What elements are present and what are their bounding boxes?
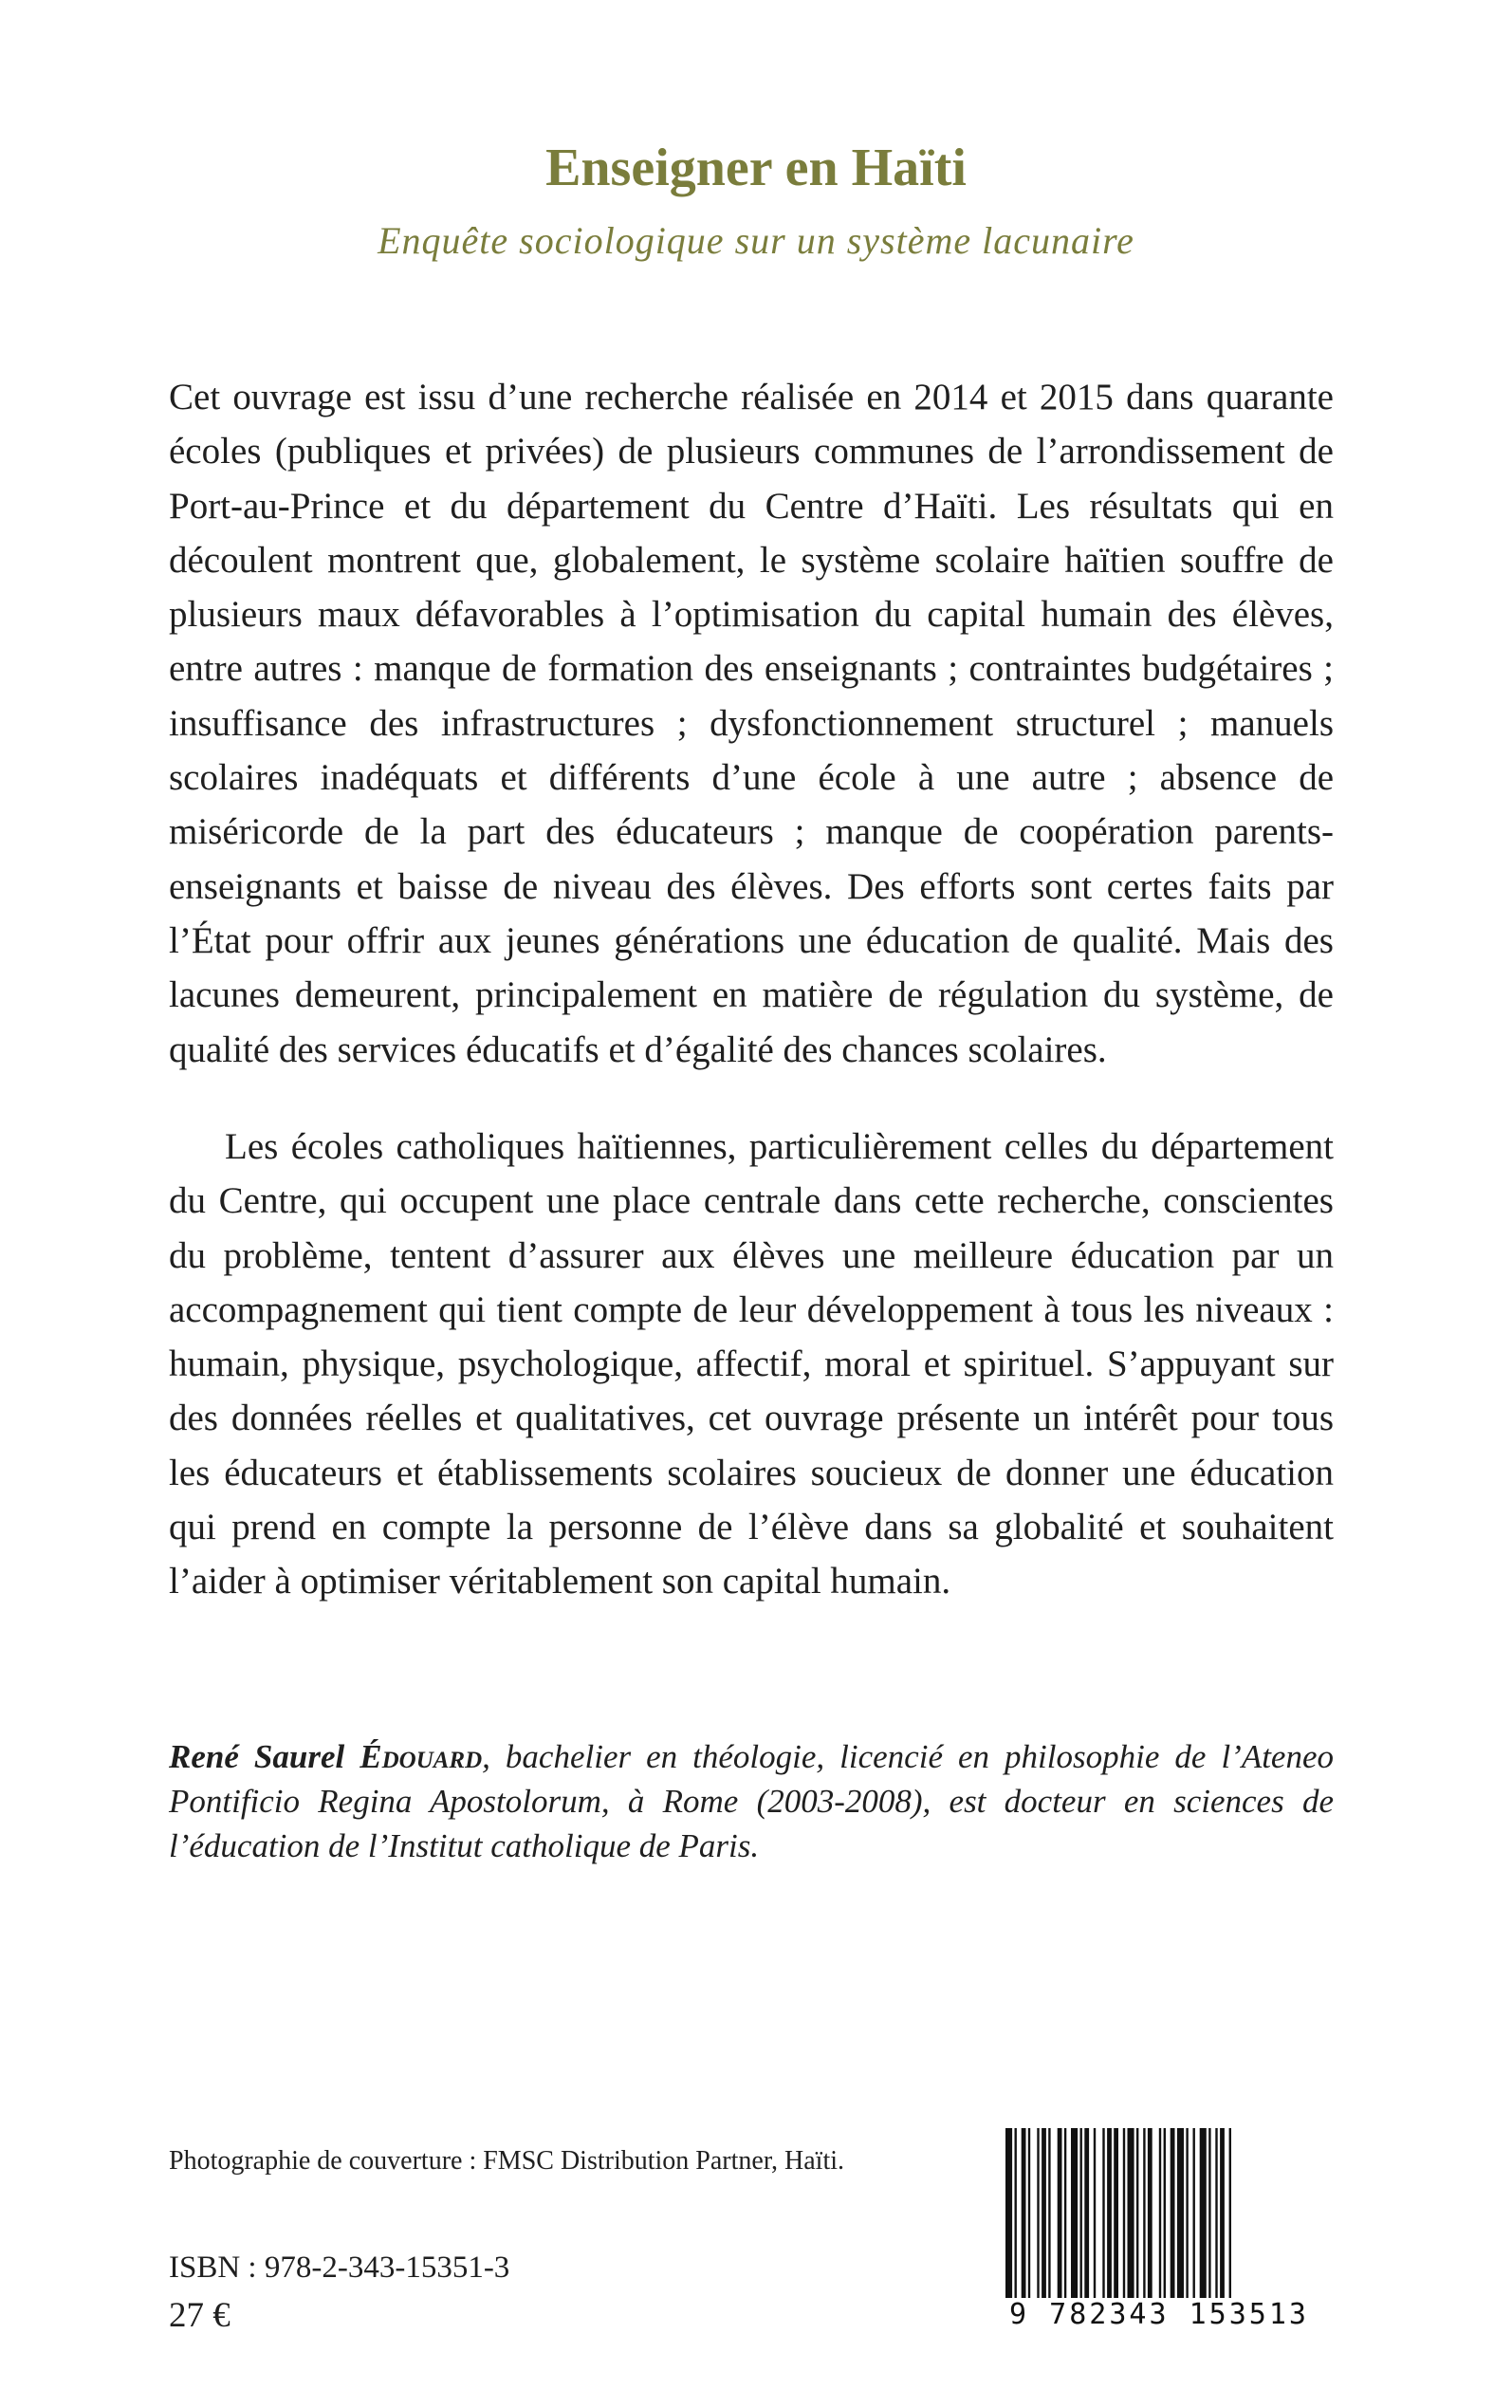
barcode-bar bbox=[1114, 2128, 1118, 2299]
barcode-bar bbox=[1028, 2128, 1030, 2299]
barcode-bar bbox=[1164, 2128, 1166, 2299]
barcode-bar bbox=[1177, 2128, 1184, 2299]
barcode-bar bbox=[1005, 2128, 1012, 2299]
author-first-names: René Saurel bbox=[169, 1738, 360, 1775]
book-subtitle: Enquête sociologique sur un système lacunaire bbox=[378, 219, 1134, 262]
photo-credit: Photographie de couverture : FMSC Distribution Partner, Haïti. bbox=[169, 2146, 845, 2176]
barcode-bar bbox=[1107, 2128, 1112, 2299]
author-surname: Édouard bbox=[360, 1738, 483, 1775]
barcode-bar bbox=[1128, 2128, 1134, 2299]
barcode-bar bbox=[1071, 2128, 1078, 2299]
summary-paragraph-2: Les écoles catholiques haïtiennes, particulièrement celles du département du Centre, qui occupent une place centrale dans cette recherche, conscientes du problème, tentent d’assurer aux élèves une meilleure éducation par un accompagnement qui tient compte de leur développement à tous les niveaux : humain, physique, psychologique, affectif, moral et spirituel. S’appuyant sur des données réelles et qualitatives, cet ouvrage présente un intérêt pour tous les éducateurs et établissements scolaires soucieux de donner une éducation qui prend en compte la personne de l’élève dans sa globalité et souhaitent l’aider à optimiser véritablement son capital humain. bbox=[169, 1126, 1334, 1602]
barcode-bar bbox=[1042, 2128, 1046, 2299]
summary-paragraph-1: Cet ouvrage est issu d’une recherche réalisée en 2014 et 2015 dans quarante écoles (publiques et privées) de plusieurs communes de l’arrondissement de Port-au-Prince et du département du Centre d’Haïti. Les résultats qui en découlent montrent que, globalement, le système scolaire haïtien souffre de plusieurs maux défavorables à l’optimisation du capital humain des élèves, entre autres : manque de formation des enseignants ; contraintes budgétaires ; insuffisance des infrastructures ; dysfonctionnement structurel ; manuels scolaires inadéquats et différents d’une école à une autre ; absence de miséricorde de la part des éducateurs ; manque de coopération parents-enseignants et baisse de niveau des élèves. Des efforts sont certes faits par l’État pour offrir aux jeunes générations une éducation de qualité. Mais des lacunes demeurent, principalement en matière de régulation du système, de qualité des services éducatifs et d’égalité des chances scolaires. bbox=[169, 377, 1334, 1070]
barcode-bar bbox=[1208, 2128, 1210, 2299]
barcode-bar bbox=[1094, 2128, 1096, 2299]
barcode-bars bbox=[1000, 2128, 1318, 2299]
barcode-bar bbox=[1037, 2128, 1039, 2299]
barcode-bar bbox=[1159, 2128, 1161, 2299]
barcode-bar bbox=[1193, 2128, 1195, 2299]
barcode-bar bbox=[1215, 2128, 1217, 2299]
barcode-bar bbox=[1022, 2128, 1026, 2299]
barcode-bar bbox=[1229, 2128, 1231, 2299]
barcode-bar bbox=[1171, 2128, 1175, 2299]
barcode-bar bbox=[1123, 2128, 1125, 2299]
barcode-bar bbox=[1048, 2128, 1050, 2299]
barcode-bar bbox=[1220, 2128, 1225, 2299]
book-title: Enseigner en Haïti bbox=[545, 139, 967, 197]
barcode-bar bbox=[1186, 2128, 1188, 2299]
barcode-bar bbox=[1200, 2128, 1207, 2299]
price: 27 € bbox=[169, 2296, 230, 2335]
barcode-bar bbox=[1015, 2128, 1017, 2299]
barcode-bar bbox=[1102, 2128, 1104, 2299]
author-bio-text: , bachelier en théologie, licencié en philosophie de l’Ateneo Pontificio Regina Apostolorum, à Rome (2003-2008), est docteur en sciences de l’éducation de l’Institut catholique de Paris. bbox=[169, 1738, 1334, 1864]
barcode-bar bbox=[1148, 2128, 1152, 2299]
author-bio bbox=[169, 1734, 1334, 1868]
barcode-bar bbox=[1064, 2128, 1066, 2299]
barcode-bar bbox=[1058, 2128, 1062, 2299]
barcode-bar bbox=[1136, 2128, 1138, 2299]
isbn: ISBN : 978-2-343-15351-3 bbox=[169, 2251, 510, 2285]
barcode-bar bbox=[1080, 2128, 1082, 2299]
barcode-bar bbox=[1143, 2128, 1145, 2299]
barcode-digits: 9 782343 153513 bbox=[1000, 2298, 1318, 2331]
barcode-bar bbox=[1084, 2128, 1089, 2299]
